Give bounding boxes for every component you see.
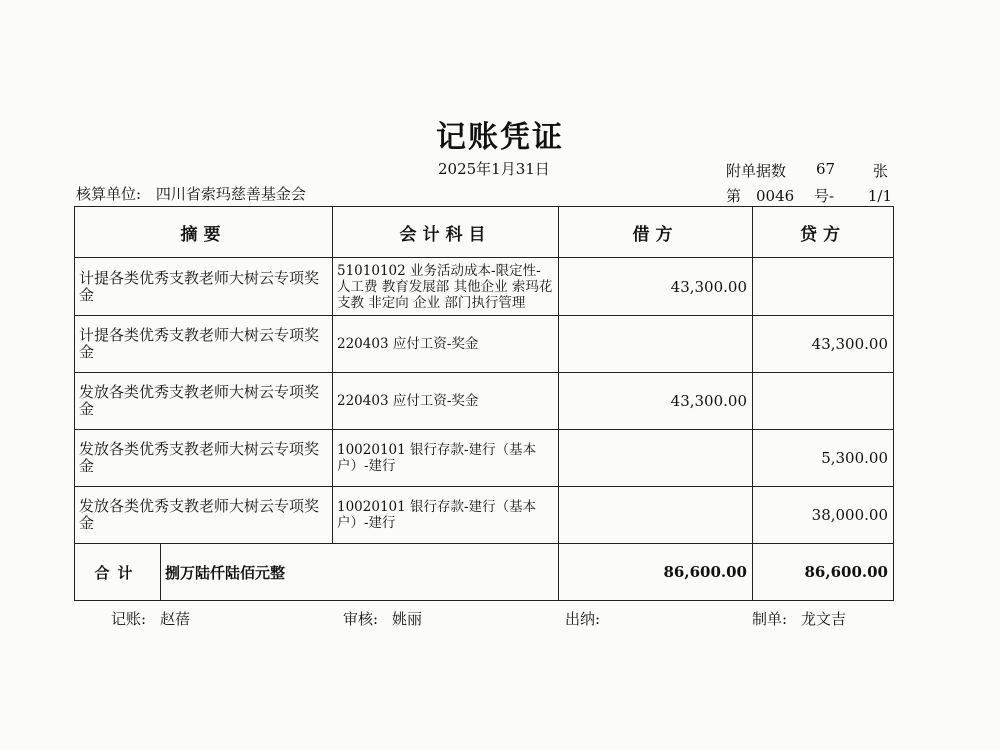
table-row — [75, 487, 894, 544]
cashier-label: 出纳: — [565, 610, 601, 628]
row-credit — [753, 373, 894, 430]
row-account: 10020101 银行存款-建行（基本户）-建行 — [333, 487, 559, 544]
row-debit — [559, 430, 753, 487]
table-row — [75, 373, 894, 430]
row-debit: 43,300.00 — [559, 258, 753, 316]
row-summary: 发放各类优秀支教老师大树云专项奖金 — [75, 373, 333, 430]
reviewer-name: 姚丽 — [392, 610, 423, 628]
voucher-date: 2025年1月31日 — [438, 160, 550, 178]
row-credit: 38,000.00 — [753, 487, 894, 544]
row-summary: 计提各类优秀支教老师大树云专项奖金 — [75, 316, 333, 373]
bookkeeper-name: 赵蓓 — [160, 610, 191, 628]
table-row — [75, 258, 894, 316]
table-row — [75, 316, 894, 373]
preparer-name: 龙文吉 — [801, 610, 847, 628]
row-summary: 计提各类优秀支教老师大树云专项奖金 — [75, 258, 333, 316]
header-row — [75, 207, 894, 258]
header-credit: 贷方 — [753, 207, 894, 258]
row-credit: 43,300.00 — [753, 316, 894, 373]
header-account: 会计科目 — [333, 207, 559, 258]
total-row — [75, 544, 894, 601]
bookkeeper-label: 记账: — [111, 610, 147, 628]
row-debit — [559, 316, 753, 373]
header-debit: 借方 — [559, 207, 753, 258]
number-value: 0046 — [756, 187, 795, 205]
row-account: 220403 应付工资-奖金 — [333, 373, 559, 430]
row-account: 10020101 银行存款-建行（基本户）-建行 — [333, 430, 559, 487]
attachments-label: 附单据数 — [726, 162, 787, 180]
accounting-unit — [76, 183, 316, 204]
row-debit — [559, 487, 753, 544]
unit-label: 核算单位: — [76, 185, 142, 203]
preparer-label: 制单: — [752, 610, 788, 628]
number-prefix: 第 — [726, 187, 742, 205]
row-account: 51010102 业务活动成本-限定性-人工费 教育发展部 其他企业 索玛花支教 非定向 企业 部门执行管理 — [333, 258, 559, 316]
voucher-title: 记账凭证 — [436, 120, 564, 155]
unit-name: 四川省索玛慈善基金会 — [155, 185, 306, 203]
voucher-table — [74, 206, 894, 601]
row-credit: 5,300.00 — [753, 430, 894, 487]
total-credit: 86,600.00 — [753, 544, 894, 601]
reviewer-label: 审核: — [343, 610, 379, 628]
total-label: 合计 — [75, 544, 161, 601]
voucher-number — [726, 185, 892, 206]
page-indicator: 1/1 — [867, 187, 892, 205]
row-credit — [753, 258, 894, 316]
total-debit: 86,600.00 — [559, 544, 753, 601]
attachments-unit: 张 — [873, 162, 889, 180]
table-row — [75, 430, 894, 487]
row-account: 220403 应付工资-奖金 — [333, 316, 559, 373]
attachments-count: 67 — [816, 160, 836, 178]
number-suffix: 号- — [814, 187, 835, 205]
row-summary: 发放各类优秀支教老师大树云专项奖金 — [75, 487, 333, 544]
row-debit: 43,300.00 — [559, 373, 753, 430]
row-summary: 发放各类优秀支教老师大树云专项奖金 — [75, 430, 333, 487]
total-amount-words: 捌万陆仟陆佰元整 — [161, 544, 559, 601]
header-summary: 摘要 — [75, 207, 333, 258]
